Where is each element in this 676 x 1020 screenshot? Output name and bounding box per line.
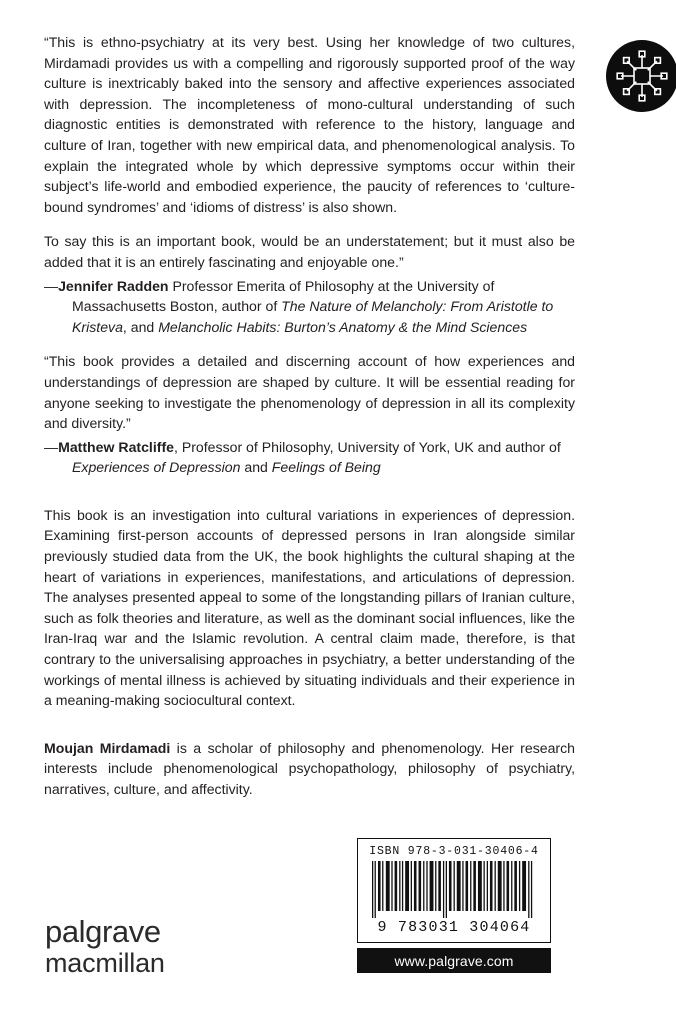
endorser-affiliation-1b: , and (122, 318, 159, 335)
author-bio (44, 738, 575, 800)
endorser-book-title-1b: Melancholic Habits: Burton’s Anatomy & the Mind Sciences (158, 318, 528, 335)
endorser-book-title-2a: Experiences of Depression (72, 459, 241, 476)
endorser-book-title-1a: The Nature of Melancholy: From Aristotle to Kristeva (72, 298, 554, 335)
isbn-barcode-box (357, 838, 551, 943)
endorser-name-2: Matthew Ratcliffe (58, 438, 174, 455)
isbn-label: ISBN 978-3-031-30406-4 (369, 845, 539, 858)
barcode-block (357, 838, 551, 973)
radiating-square-sun-icon (606, 40, 676, 112)
series-badge (606, 40, 676, 112)
author-name: Moujan Mirdamadi (44, 739, 171, 756)
endorser-affiliation-2b: and (240, 459, 272, 476)
endorsement-attribution-2 (44, 437, 575, 478)
endorser-book-title-2b: Feelings of Being (271, 459, 381, 476)
publisher-website-bar (357, 948, 551, 973)
publisher-name-macmillan: macmillan (45, 948, 165, 978)
section-spacer (44, 492, 575, 505)
endorsement-quote-1-continued: To say this is an important book, would be an understatement; but it must also be added that it is an entirely fascinating and enjoyable one.” (44, 233, 575, 270)
book-description: This book is an investigation into cultural variations in experiences of depression. Examining first-person accounts of depressed persons in Iran alongside similar previously studied data from the UK, the book highlights the cultural shaping at the heart of variations in experiences, manifestations, and articulations of depression. The analyses presented appeal to some of the longstanding pillars of Iranian culture, such as folk theories and literature, as well as the dominant social influences, like the Iran-Iraq war and the Islamic revolution. A central claim made, therefore, is that contrary to the universalising approaches in psychiatry, a better understanding of the workings of mental illness is achieved by situating individuals and their experience in a meaning-making sociocultural context. (44, 506, 575, 709)
ean13-barcode-bars (372, 861, 536, 918)
endorser-affiliation-2a: , Professor of Philosophy, University of York, UK and author of (174, 438, 561, 455)
author-bio-text: is a scholar of philosophy and phenomenology. Her research interests include phenomenological psychopathology, philosophy of psychiatry, narratives, culture, and affectivity. (44, 739, 575, 797)
text-column (44, 32, 575, 800)
section-spacer-2 (44, 725, 575, 738)
ean13-digits: 9 783031 304064 (377, 919, 531, 936)
publisher-website-url: www.palgrave.com (394, 952, 514, 969)
publisher-logo (45, 916, 235, 978)
endorser-affiliation-1a: Professor Emerita of Philosophy at the University of Massachusetts Boston, author of (72, 277, 495, 315)
endorser-name-1: Jennifer Radden (58, 277, 169, 294)
attribution-dash-1: — (44, 277, 59, 294)
attribution-dash-2: — (44, 438, 59, 455)
endorsement-attribution-1 (44, 276, 575, 338)
publisher-name-palgrave: palgrave (45, 914, 161, 949)
endorsement-quote-1: “This is ethno-psychiatry at its very best. Using her knowledge of two cultures, Mirdamadi provides us with a compelling and rigorously supported proof of the way culture is inextricably baked into the sensory and affective experiences associated with depression. The incompleteness of mono-cultural understanding of such diagnostic entities is demonstrated with reference to the history, language and culture of Iran, together with new empirical data, and phenomenological analysis. To explain the integrated whole by which depressive symptoms occur within their subject’s life-world and embodied experience, the paucity of references to ‘culture-bound syndromes’ and ‘idioms of distress’ is also shown. (44, 34, 575, 215)
endorsement-quote-2: “This book provides a detailed and discerning account of how experiences and understandings of depression are shaped by culture. It will be essential reading for anyone seeking to investigate the phenomenology of depression in all its complexity and diversity.” (44, 353, 575, 432)
